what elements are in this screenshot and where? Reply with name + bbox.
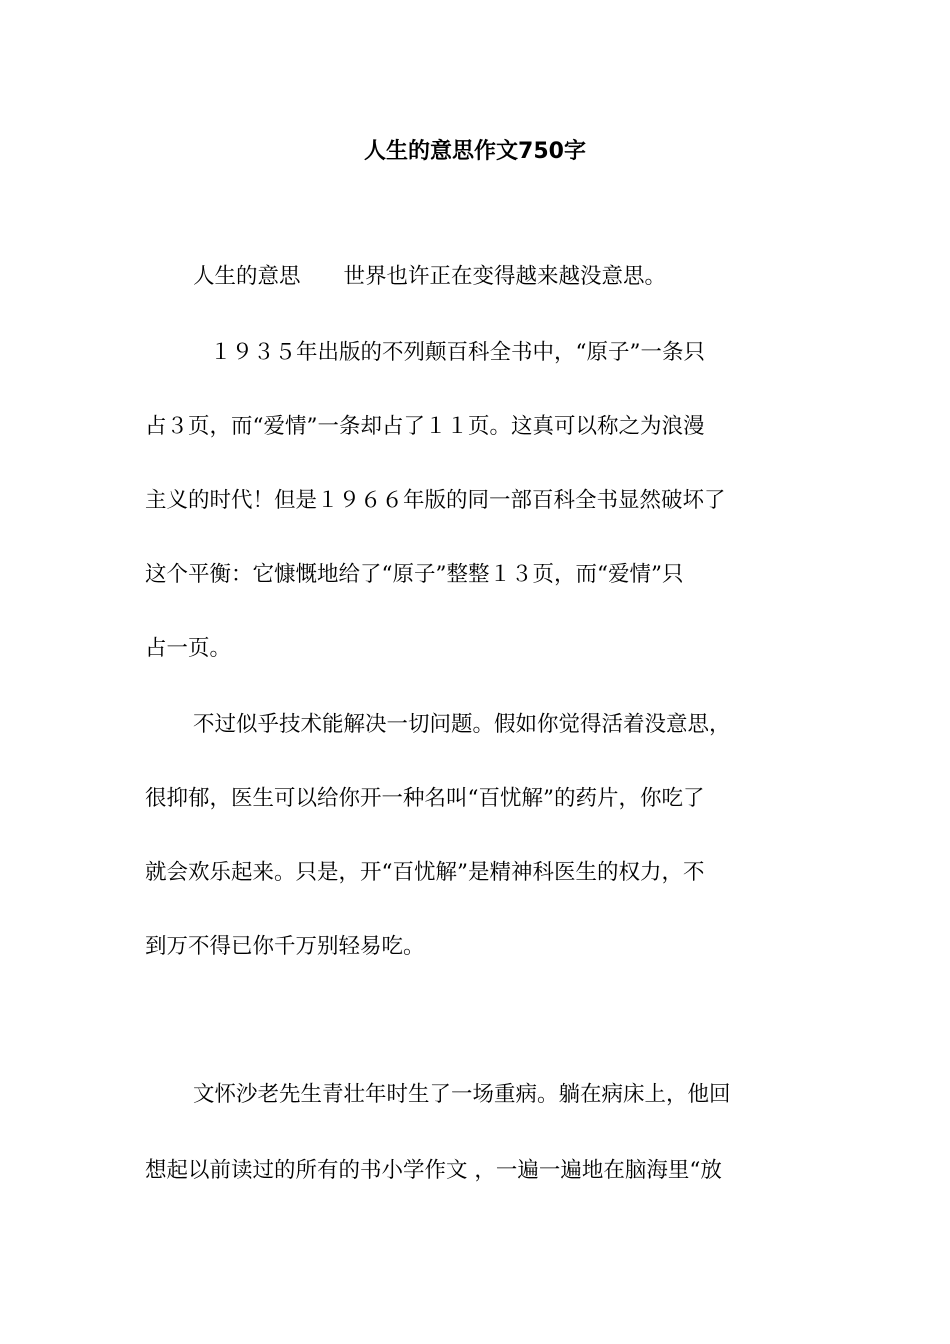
document-title: 人生的意思作文750字	[364, 139, 586, 164]
paragraph-2-line-5: 占一页。	[145, 636, 232, 661]
paragraph-2-line-3: 主义的时代！但是１９６６年版的同一部百科全书显然破坏了	[145, 488, 726, 513]
paragraph-4-line-1: 文怀沙老先生青壮年时生了一场重病。躺在病床上，他回	[193, 1082, 731, 1107]
paragraph-2-line-1: １９３５年出版的不列颠百科全书中，“原子”一条只	[210, 340, 705, 365]
paragraph-4-line-2: 想起以前读过的所有的书小学作文 ，一遍一遍地在脑海里“放	[145, 1158, 722, 1183]
paragraph-3-line-3: 就会欢乐起来。只是，开“百忧解”是精神科医生的权力，不	[145, 860, 705, 885]
paragraph-3-line-2: 很抑郁，医生可以给你开一种名叫“百忧解”的药片，你吃了	[145, 786, 705, 811]
paragraph-3-line-1: 不过似乎技术能解决一切问题。假如你觉得活着没意思，	[193, 712, 731, 737]
paragraph-2-line-2: 占３页，而“爱情”一条却占了１１页。这真可以称之为浪漫	[145, 414, 705, 439]
paragraph-1-line-1: 人生的意思 世界也许正在变得越来越没意思。	[193, 264, 667, 289]
paragraph-3-line-4: 到万不得已你千万别轻易吃。	[145, 934, 425, 959]
paragraph-2-line-4: 这个平衡：它慷慨地给了“原子”整整１３页，而“爱情”只	[145, 562, 684, 587]
